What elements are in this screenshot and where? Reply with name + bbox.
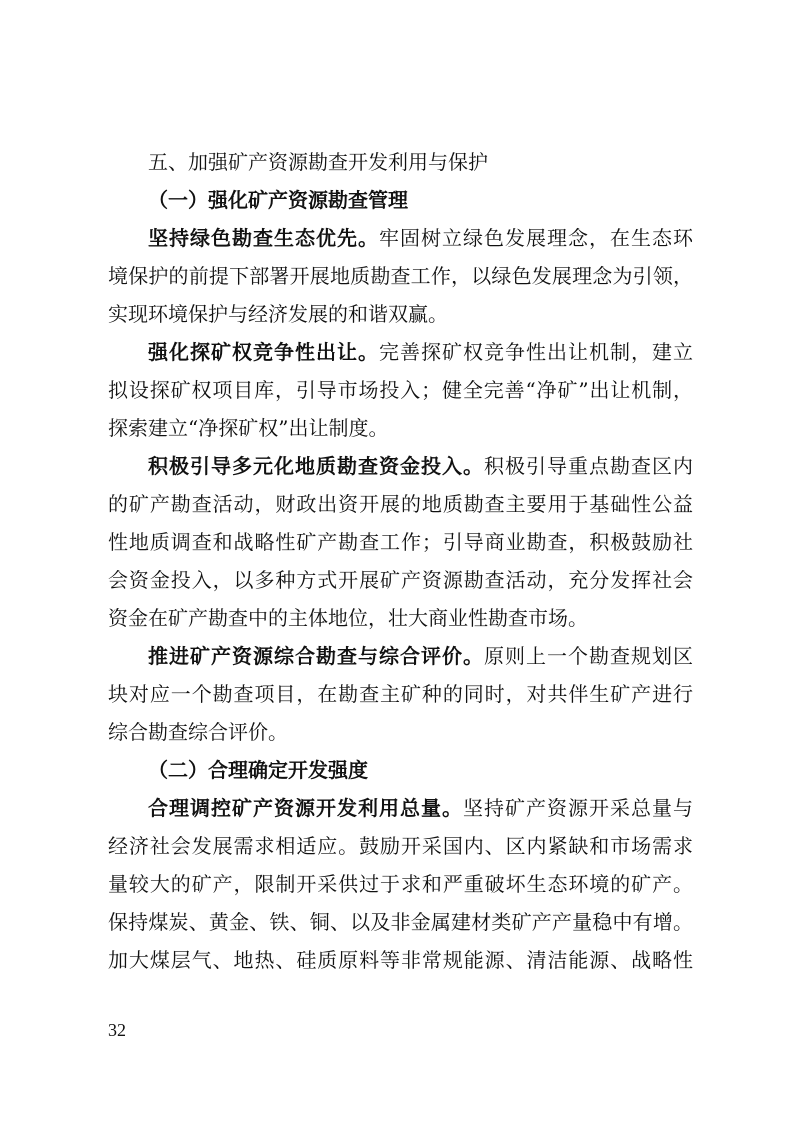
paragraph-text: 牢固树立绿色发展理念，在生态环	[379, 226, 693, 250]
subsection-heading-1: （一）强化矿产资源勘查管理	[148, 188, 408, 212]
paragraph-line	[148, 639, 693, 673]
paragraph-lead: 积极引导多元化地质勘查资金投入。	[148, 454, 484, 478]
paragraph-line	[148, 221, 693, 255]
paragraph-text: 坚持矿产资源开采总量与	[463, 796, 693, 820]
paragraph-text: 完善探矿权竞争性出让机制，建立	[379, 340, 693, 364]
paragraph-line: 资金在矿产勘查中的主体地位，壮大商业性勘查市场。	[108, 606, 588, 630]
paragraph-text: 积极引导重点勘查区内	[484, 454, 693, 478]
paragraph-lead: 坚持绿色勘查生态优先。	[148, 226, 379, 250]
paragraph-lead: 推进矿产资源综合勘查与综合评价。	[148, 644, 484, 668]
paragraph-line: 探索建立“净探矿权”出让制度。	[108, 416, 389, 440]
page-number: 32	[108, 1020, 126, 1040]
paragraph-line: 加大煤层气、地热、硅质原料等非常规能源、清洁能源、战略性	[108, 948, 693, 972]
paragraph-line	[148, 791, 693, 825]
paragraph-line: 经济社会发展需求相适应。鼓励开采国内、区内紧缺和市场需求	[108, 834, 693, 858]
paragraph-line	[148, 449, 693, 483]
paragraph-text: 原则上一个勘查规划区	[484, 644, 693, 668]
paragraph-line: 保持煤炭、黄金、铁、铜、以及非金属建材类矿产产量稳中有增。	[108, 910, 693, 934]
paragraph-line: 拟设探矿权项目库，引导市场投入；健全完善“净矿”出让机制，	[108, 378, 693, 402]
paragraph-lead: 合理调控矿产资源开发利用总量。	[148, 796, 463, 820]
paragraph-line: 会资金投入，以多种方式开展矿产资源勘查活动，充分发挥社会	[108, 568, 693, 592]
paragraph-lead: 强化探矿权竞争性出让。	[148, 340, 379, 364]
paragraph-line	[148, 335, 693, 369]
section-heading: 五、加强矿产资源勘查开发利用与保护	[148, 150, 488, 174]
subsection-heading-2: （二）合理确定开发强度	[148, 758, 368, 782]
paragraph-line: 综合勘查综合评价。	[108, 720, 288, 744]
paragraph-line: 实现环境保护与经济发展的和谐双赢。	[108, 302, 448, 326]
paragraph-line: 境保护的前提下部署开展地质勘查工作，以绿色发展理念为引领，	[108, 264, 693, 288]
paragraph-line: 的矿产勘查活动，财政出资开展的地质勘查主要用于基础性公益	[108, 492, 693, 516]
paragraph-line: 性地质调查和战略性矿产勘查工作；引导商业勘查，积极鼓励社	[108, 530, 693, 554]
paragraph-line: 块对应一个勘查项目，在勘查主矿种的同时，对共伴生矿产进行	[108, 682, 693, 706]
paragraph-line: 量较大的矿产，限制开采供过于求和严重破坏生态环境的矿产。	[108, 872, 693, 896]
